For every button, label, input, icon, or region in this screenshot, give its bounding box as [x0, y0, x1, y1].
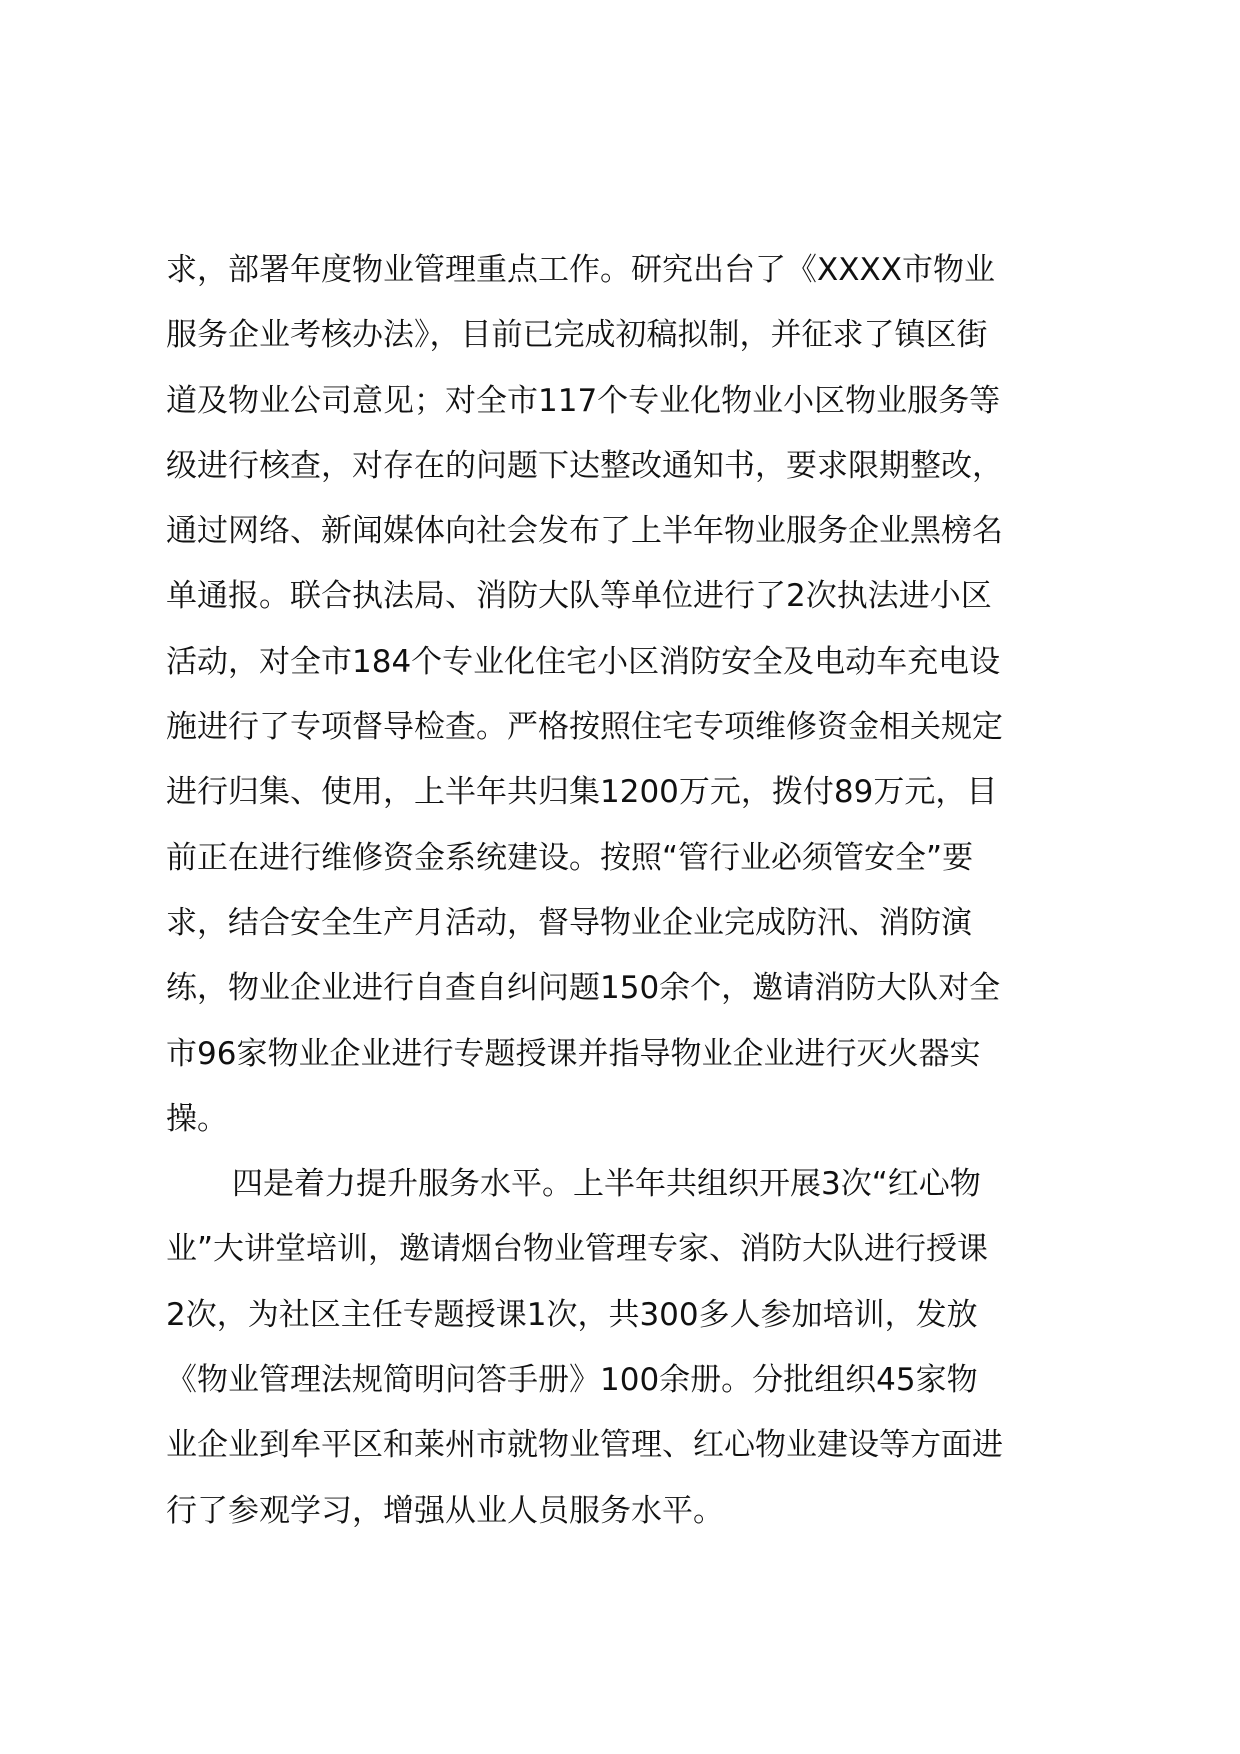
- text-line: 业企业到牟平区和莱州市就物业管理、红心物业建设等方面进: [166, 1427, 1003, 1464]
- text-line: 《物业管理法规简明问答手册》100余册。分批组织45家物: [166, 1362, 978, 1399]
- text-line: 级进行核查，对存在的问题下达整改通知书，要求限期整改，: [166, 447, 1003, 484]
- text-line: 进行归集、使用，上半年共归集1200万元，拨付89万元，目: [166, 774, 998, 811]
- text-line: 服务企业考核办法》，目前已完成初稿拟制，并征求了镇区街: [166, 317, 988, 354]
- text-line: 求，部署年度物业管理重点工作。研究出台了《XXXX市物业: [166, 252, 995, 288]
- text-line: 2次，为社区主任专题授课1次，共300多人参加培训，发放: [166, 1296, 978, 1333]
- text-line: 练，物业企业进行自查自纠问题150余个，邀请消防大队对全: [166, 970, 1001, 1007]
- text-line: 单通报。联合执法局、消防大队等单位进行了2次执法进小区: [166, 578, 992, 615]
- text-line: 活动，对全市184个专业化住宅小区消防安全及电动车充电设: [166, 643, 1001, 680]
- text-line: 求，结合安全生产月活动，督导物业企业完成防汛、消防演: [166, 904, 972, 941]
- body-text: [166, 238, 1086, 1544]
- text-line: 施进行了专项督导检查。严格按照住宅专项维修资金相关规定: [166, 709, 1003, 746]
- text-line: 操。: [166, 1100, 228, 1137]
- text-line: 行了参观学习，增强从业人员服务水平。: [166, 1492, 724, 1529]
- paragraph-first-line: 四是着力提升服务水平。上半年共组织开展3次“红心物: [232, 1166, 981, 1203]
- text-line: 业”大讲堂培训，邀请烟台物业管理专家、消防大队进行授课: [166, 1231, 989, 1268]
- text-line: 通过网络、新闻媒体向社会发布了上半年物业服务企业黑榜名: [166, 513, 1003, 550]
- text-line: 前正在进行维修资金系统建设。按照“管行业必须管安全”要: [166, 839, 974, 876]
- text-line: 道及物业公司意见；对全市117个专业化物业小区物业服务等: [166, 382, 1001, 419]
- text-line: 市96家物业企业进行专题授课并指导物业企业进行灭火器实: [166, 1035, 981, 1072]
